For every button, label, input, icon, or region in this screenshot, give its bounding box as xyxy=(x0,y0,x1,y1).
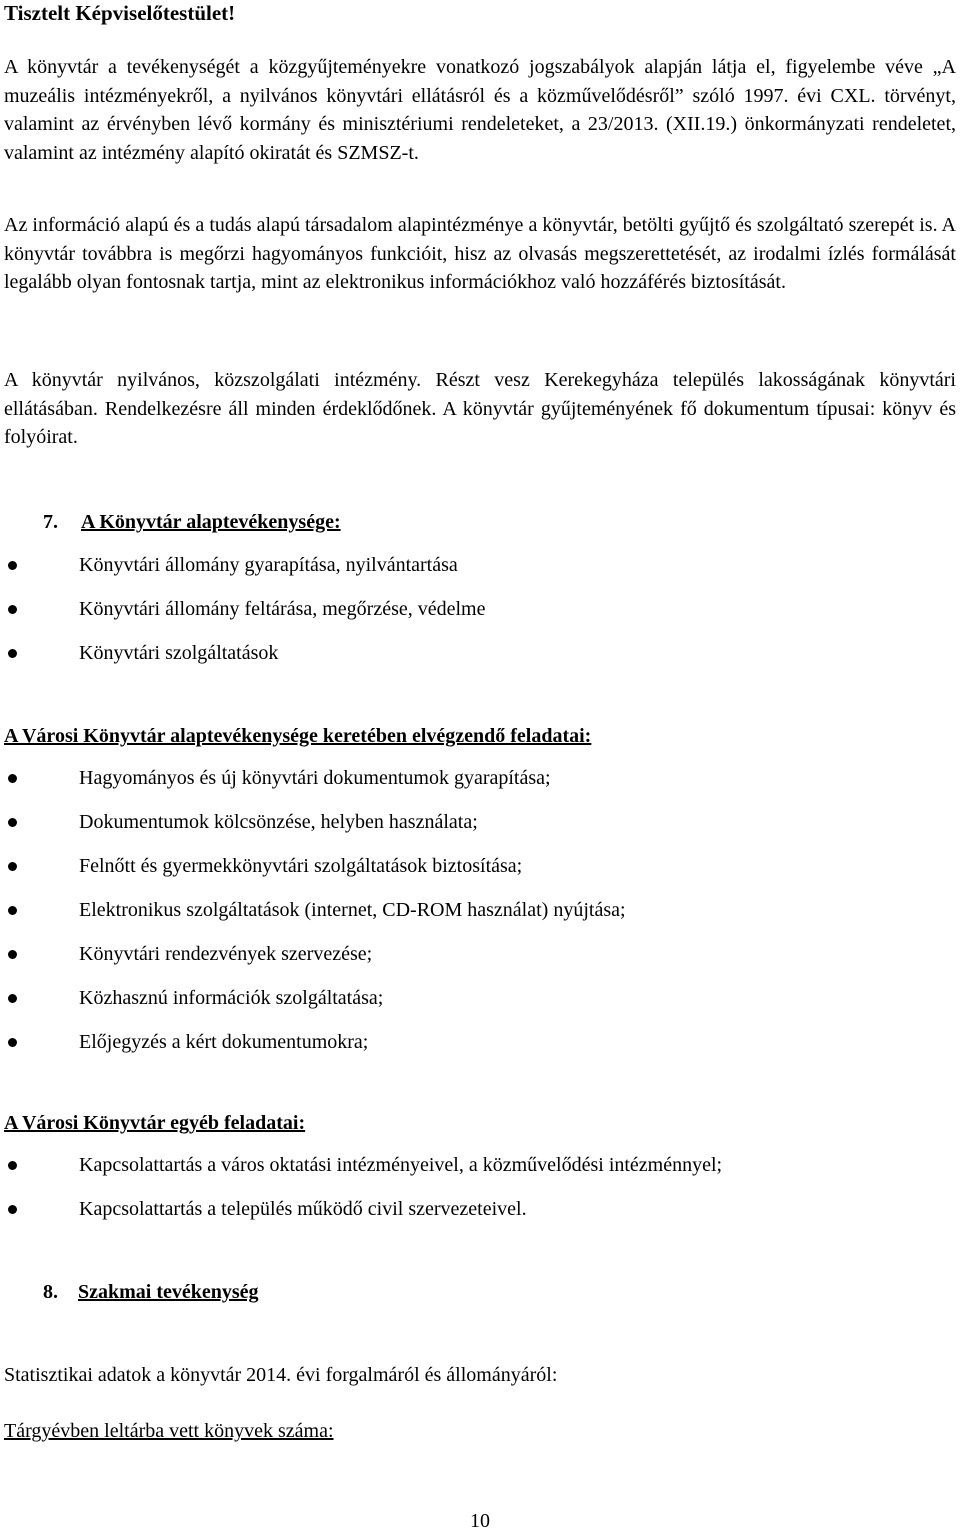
list-item-label: Elektronikus szolgáltatások (internet, CD-ROM használat) nyújtása; xyxy=(79,899,626,921)
bullet-icon xyxy=(8,774,17,783)
intro-paragraph-public: A könyvtár nyilvános, közszolgálati intézmény. Részt vesz Kerekegyháza település lakosságának könyvtári ellátásában. Rendelkezésre áll minden érdeklődőnek. A könyvtár gyűjteményének fő dokumentum típusai: könyv és folyóirat. xyxy=(4,369,956,448)
list-item-label: Könyvtári állomány feltárása, megőrzése, védelme xyxy=(79,598,486,620)
bullet-icon xyxy=(8,605,17,614)
statistics-intro: Statisztikai adatok a könyvtár 2014. évi forgalmáról és állományáról: xyxy=(4,1364,558,1386)
list-item-label: Felnőtt és gyermekkönyvtári szolgáltatások biztosítása; xyxy=(79,855,523,877)
section-8-title: Szakmai tevékenység xyxy=(78,1281,259,1303)
section-7-number: 7. xyxy=(43,511,58,533)
list-item-label: Könyvtári rendezvények szervezése; xyxy=(79,943,373,965)
greeting-heading: Tisztelt Képviselőtestület! xyxy=(4,1,236,25)
inventory-heading: Tárgyévben leltárba vett könyvek száma: xyxy=(4,1420,334,1442)
page-number: 10 xyxy=(470,1510,490,1532)
tasks-heading: A Városi Könyvtár alaptevékenysége keretében elvégzendő feladatai: xyxy=(4,725,592,747)
list-item-label: Kapcsolattartás a város oktatási intézményeivel, a közművelődési intézménnyel; xyxy=(79,1154,723,1176)
bullet-icon xyxy=(8,994,17,1003)
bullet-icon xyxy=(8,1038,17,1047)
section-7-title: A Könyvtár alaptevékenysége: xyxy=(81,511,341,533)
list-item-label: Könyvtári állomány gyarapítása, nyilvántartása xyxy=(79,554,458,576)
section-8-heading xyxy=(43,1279,259,1305)
intro-paragraph-legal: A könyvtár a tevékenységét a közgyűjteményekre vonatkozó jogszabályok alapján látja el, figyelembe véve „A muzeális intézményekről, a nyilvános könyvtári ellátásról és a közművelődésről” szóló 1997. évi CXL. törvényt, valamint az érvényben lévő kormány és minisztériumi rendeleteket, a 23/2013. (XII.19.) önkormányzati rendeletet, valamint az intézmény alapító okiratát és SZMSZ-t. xyxy=(4,56,956,164)
other-tasks-heading: A Városi Könyvtár egyéb feladatai: xyxy=(4,1112,306,1134)
bullet-icon xyxy=(8,1205,17,1214)
bullet-icon xyxy=(8,950,17,959)
bullet-icon xyxy=(8,818,17,827)
section-8-number: 8. xyxy=(43,1281,58,1303)
list-item-label: Előjegyzés a kért dokumentumokra; xyxy=(79,1031,369,1053)
intro-paragraph-role: Az információ alapú és a tudás alapú társadalom alapintézménye a könyvtár, betölti gyűjtő és szolgáltató szerepét is. A könyvtár továbbra is megőrzi hagyományos funkcióit, hisz az olvasás megszerettetését, az irodalmi ízlés formálását legalább olyan fontosnak tartja, mint az elektronikus információkhoz való hozzáférés biztosítását. xyxy=(4,214,956,293)
list-item-label: Dokumentumok kölcsönzése, helyben használata; xyxy=(79,811,478,833)
list-item-label: Kapcsolattartás a település működő civil szervezeteivel. xyxy=(79,1198,527,1220)
list-item-label: Hagyományos és új könyvtári dokumentumok gyarapítása; xyxy=(79,767,551,789)
section-7-heading xyxy=(43,509,341,535)
bullet-icon xyxy=(8,906,17,915)
bullet-icon xyxy=(8,1161,17,1170)
bullet-icon xyxy=(8,862,17,871)
list-item-label: Közhasznú információk szolgáltatása; xyxy=(79,987,384,1009)
bullet-icon xyxy=(8,561,17,570)
bullet-icon xyxy=(8,649,17,658)
list-item-label: Könyvtári szolgáltatások xyxy=(79,642,279,664)
